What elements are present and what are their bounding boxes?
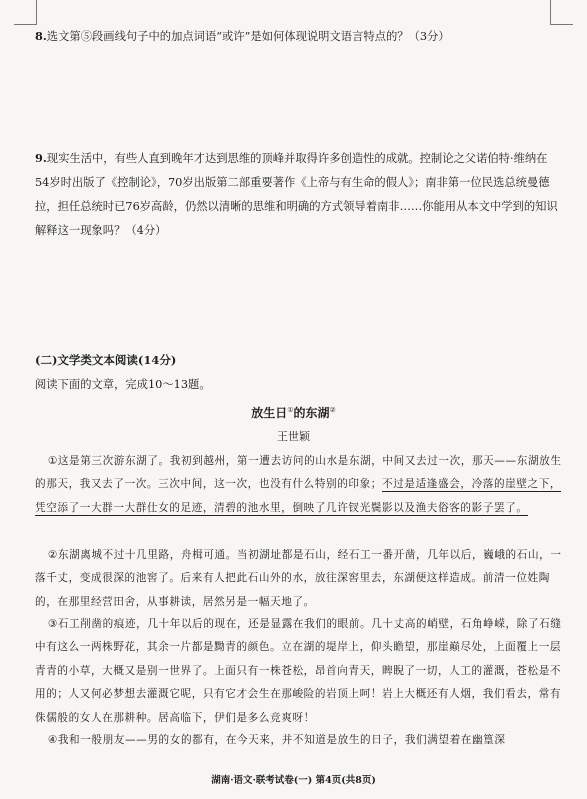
article-title-tail: 的东湖 <box>293 406 330 420</box>
footnote-mark: ② <box>329 406 336 414</box>
underlined-sentence: 不过是适逢盛会，冷落的崖壁之下，凭空添了一大群一大群仕女的足迹，清碧的池水里，倒映了几许钗光鬓影以及渔夫俗客的影子罢了。 <box>35 478 562 514</box>
question-text: 选文第⑤段画线句子中的加点词语“或许”是如何体现说明文语言特点的？（3分） <box>46 30 450 43</box>
article-author: 王世颖 <box>277 430 310 443</box>
paragraph-text: ②东湖离城不过十几里路，舟楫可通。当初湖址都是石山，经石工一番开凿，几年以后，巍峨的石山，一落千丈，变成很深的池窖了。后来有人把此石山外的水，放往深窖里去，东湖便这样造成。前清一位姓陶的，在那里经营田舍，从事耕读，居然另是一幅天地了。 <box>35 549 562 608</box>
paragraph-text: ①这是第三次游东湖了。我初到越州，第一遭去访问的山水是东湖，中间又去过一次，那天——东湖放生的那天，我又去了一次。三次中间，这一次，也没有什么特别的印象； <box>35 455 562 491</box>
question-text: 现实生活中，有些人直到晚年才达到思维的顶峰并取得许多创造性的成就。控制论之父诺伯特·维纳在54岁时出版了《控制论》，70岁出版第二部重要著作《上帝与有生命的假人》；南非第一位民选总统曼德拉，担任总统时已76岁高龄，仍然以清晰的思维和明确的方式领导着南非……你能用从本文中学到的知识解释这一现象吗？（4分） <box>35 152 558 237</box>
crop-mark-right <box>550 0 573 25</box>
question-9 <box>35 146 559 243</box>
article-title-main: 放生日 <box>251 406 288 420</box>
crop-mark-left <box>14 0 37 25</box>
paragraph-text: ③石工削凿的痕迹，几十年以后的现在，还是显露在我们的眼前。几十丈高的峭壁，石角峥嵘，除了石缝中有这么一两株野花，其余一片都是黝青的颜色。立在湖的堤岸上，仰头瞻望，那崖巅尽处，上面覆上一层青青的小草，大概又是别一世界了。上面只有一株苍松，昂首向青天，睥睨了一切，人工的灌溉，苍松是不用的；人又何必梦想去灌溉它呢，只有它才会生在那峻险的岩顶上呵！岩上大概还有人烟，我们看去，常有侏儒般的女人在那耕种。居高临下，伊们是多么竞爽呀！ <box>35 618 562 724</box>
section-instruction: 阅读下面的文章，完成10～13题。 <box>35 378 211 391</box>
question-8 <box>35 24 559 49</box>
paragraph-1 <box>35 450 565 520</box>
paragraph-text: ④我和一般朋友——男的女的都有，在今天来，并不知道是放生的日子，我们满望着在幽篁深 <box>47 734 506 746</box>
footnote-mark: ① <box>287 406 294 414</box>
section-title: (二)文学类文本阅读(14分) <box>35 353 177 367</box>
page-footer: 湖南·语文·联考试卷(一) 第4页(共8页) <box>211 775 376 786</box>
article-title <box>0 404 587 421</box>
question-number: 9. <box>35 151 47 165</box>
paragraph-4 <box>35 729 565 752</box>
paragraph-3 <box>35 613 565 730</box>
question-number: 8. <box>35 29 47 43</box>
paragraph-2 <box>35 544 565 614</box>
